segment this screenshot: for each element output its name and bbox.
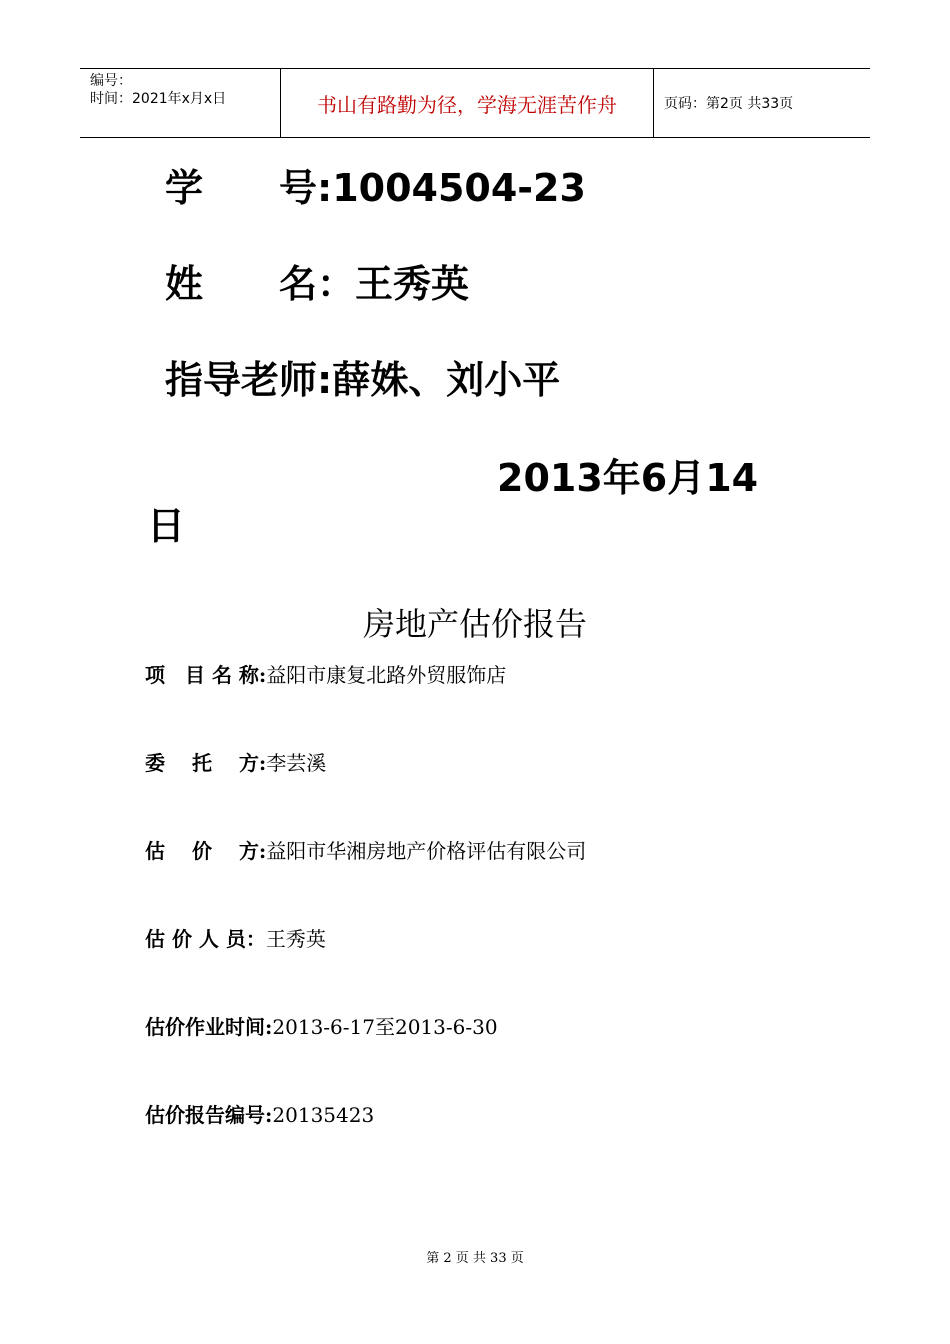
advisor-line bbox=[165, 358, 560, 402]
report-row bbox=[145, 926, 326, 952]
row-value: 益阳市康复北路外贸服饰店 bbox=[266, 663, 507, 687]
report-row bbox=[145, 838, 586, 864]
header-meta bbox=[80, 69, 281, 137]
header-page-info: 页码：第2页 共33页 bbox=[664, 96, 794, 112]
row-value: 王秀英 bbox=[265, 927, 326, 951]
row-value: 益阳市华湘房地产价格评估有限公司 bbox=[266, 839, 587, 863]
report-row bbox=[145, 750, 326, 776]
row-label: 估 价 方: bbox=[145, 839, 267, 863]
row-value: 20135423 bbox=[272, 1103, 375, 1127]
name-label: 姓 名： bbox=[165, 262, 356, 306]
report-row bbox=[145, 1014, 498, 1040]
page-footer: 第 2 页 共 33 页 bbox=[426, 1251, 524, 1266]
advisor-label: 指导老师: bbox=[165, 358, 333, 402]
header-number: 编号： bbox=[90, 73, 132, 89]
name-line bbox=[165, 262, 469, 306]
date-tail: 日 bbox=[147, 504, 186, 548]
row-label: 估价报告编号: bbox=[145, 1103, 273, 1127]
page-header bbox=[80, 68, 870, 138]
date-main: 2013年6月14 bbox=[497, 456, 759, 500]
name-value: 王秀英 bbox=[355, 262, 470, 306]
student-id-value: 1004504-23 bbox=[332, 166, 586, 210]
row-label: 估 价 人 员： bbox=[145, 927, 266, 951]
student-id-label: 学 号: bbox=[165, 166, 333, 210]
report-row bbox=[145, 1102, 374, 1128]
row-value: 2013-6-17至2013-6-30 bbox=[272, 1015, 498, 1039]
header-time: 时间：2021年x月x日 bbox=[90, 91, 227, 107]
student-id-line bbox=[165, 166, 586, 210]
report-row bbox=[145, 662, 506, 688]
advisor-value: 薛姝、刘小平 bbox=[332, 358, 561, 402]
header-motto: 书山有路勤为径，学海无涯苦作舟 bbox=[281, 69, 654, 137]
report-title: 房地产估价报告 bbox=[362, 605, 587, 643]
row-label: 委 托 方: bbox=[145, 751, 267, 775]
row-value: 李芸溪 bbox=[266, 751, 327, 775]
row-label: 估价作业时间: bbox=[145, 1015, 273, 1039]
row-label: 项 目 名 称: bbox=[145, 663, 267, 687]
